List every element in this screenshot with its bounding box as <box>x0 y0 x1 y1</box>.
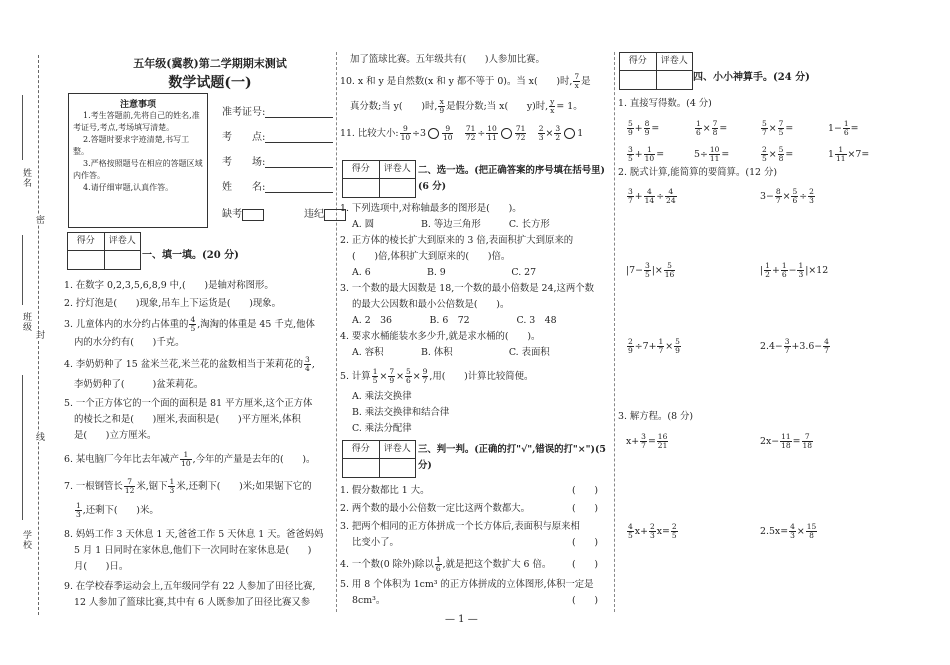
exam-room-field[interactable]: 考 场: <box>222 153 333 168</box>
expression: $\frac{3}{5}$ + $\frac{1}{10}$ = <box>628 145 665 163</box>
question: 4. 李奶奶种了 15 盆米兰花,米兰花的盆数相当于茉莉花的 $\frac{3}{4}$ , <box>64 355 315 373</box>
question: 2. 两个数的最小公倍数一定比这两个数都大。 <box>340 503 531 514</box>
expression: $\frac{1}{6}$ × $\frac{7}{8}$ = <box>696 119 728 137</box>
notice-box <box>68 93 208 228</box>
notice-item: 4.请仔细审题,认真作答。 <box>83 183 174 192</box>
options: A. 圆 B. 等边三角形 C. 长方形 <box>352 219 550 230</box>
section-2-title: 二、选一选。(把正确答案的序号填在括号里)(6 分) <box>418 165 605 192</box>
answer-paren[interactable]: ( ) <box>572 537 599 548</box>
question: 月( )日。 <box>74 561 129 572</box>
subsection-title: 2. 脱式计算,能简算的要简算。(12 分) <box>618 167 778 178</box>
question: 5 月 1 日同时在家休息,他们下一次同时在家休息是( ) <box>74 545 312 556</box>
question: 8. 妈妈工作 3 天休息 1 天,爸爸工作 5 天休息 1 天。爸爸妈妈 <box>64 529 324 540</box>
notice-item: 3.严格按照题号在相应的答题区域内作答。 <box>73 159 203 180</box>
question: 3. 一个数的最大因数是 18,一个数的最小倍数是 24,这两个数 <box>340 283 594 294</box>
expression: 1 $\frac{1}{11}$ ×7= <box>828 145 870 163</box>
question: 1. 假分数都比 1 大。 <box>340 485 430 496</box>
subsection-title: 1. 直接写得数。(4 分) <box>618 98 712 109</box>
option: A. 乘法交换律 <box>352 391 412 402</box>
exam-site-field[interactable]: 考 点: <box>222 128 333 143</box>
side-class-label: 班级 <box>21 312 31 332</box>
equation: 2.5x= $\frac{4}{3}$ × $\frac{15}{8}$ <box>760 522 817 540</box>
answer-paren[interactable]: ( ) <box>572 503 599 514</box>
question: 的最大公因数和最小公倍数是( )。 <box>352 299 510 310</box>
side-xian-label: 线 <box>34 432 44 442</box>
option: C. 乘法分配律 <box>352 423 412 434</box>
expression: $\frac{2}{5}$ × $\frac{5}{8}$ = <box>762 145 794 163</box>
question: 内的水分约有( )千克。 <box>74 337 185 348</box>
exam-title: 数学试题(一) <box>168 75 252 91</box>
question: 2. 拧灯泡是( )现象,吊车上下运货是( )现象。 <box>64 298 282 309</box>
question: 1. 在数字 0,2,3,5,6,8,9 中,( )是轴对称图形。 <box>64 280 274 291</box>
options: A. 6 B. 9 C. 27 <box>352 267 537 278</box>
equation: $\frac{4}{5}$ x+ $\frac{2}{3}$ x= $\frac{2}{5}$ <box>628 522 677 540</box>
question: 7. 一根钢管长 $\frac{7}{12}$ 米,锯下 $\frac{1}{3}$ 米,还剩下( )米;如果锯下它的 <box>64 477 312 495</box>
question: 真分数;当 y( )时, $\frac{x}{9}$ 是假分数;当 x( y)时, $\frac{y}{x}$ = 1。 <box>350 97 583 115</box>
score-box: 得分 评卷人 <box>67 232 141 270</box>
question: 12 人参加了篮球比赛,其中有 6 人既参加了田径比赛又参 <box>74 597 311 608</box>
question: 10. x 和 y 是自然数(x 和 y 都不等于 0)。当 x( )时, $\frac{7}{x}$ 是 <box>340 72 591 90</box>
question: 比变小了。 <box>352 537 399 548</box>
question: 11. 比较大小: $\frac{9}{10}$ ÷3 $\frac{9}{10}$ $\frac{71}{72}$ ÷ $\frac{10}{11}$ $\frac{71}{72}$ $\frac{2}{3}$ × $\frac{3}{2}$ 1 <box>340 124 584 142</box>
expression: $\frac{5}{9}$ + $\frac{8}{9}$ = <box>628 119 660 137</box>
question: 9. 在学校春季运动会上,五年级同学有 22 人参加了田径比赛, <box>64 581 316 592</box>
answer-paren[interactable]: ( ) <box>572 595 599 606</box>
notice-item: 2.答题时要求字迹清楚,书写工整。 <box>73 135 190 156</box>
question: 8cm³。 <box>352 595 386 606</box>
expression: $\frac{2}{9}$ ÷7+ $\frac{1}{7}$ × $\frac{5}{9}$ <box>628 337 680 355</box>
options: A. 容积 B. 体积 C. 表面积 <box>352 347 550 358</box>
expression: 2.4− $\frac{3}{7}$ +3.6− $\frac{4}{7}$ <box>760 337 829 355</box>
answer-paren[interactable]: ( ) <box>572 485 599 496</box>
expression: $\frac{3}{7}$ + $\frac{4}{14}$ ÷ $\frac{4}{24}$ <box>628 187 676 205</box>
question: $\frac{1}{3}$ ,还剩下( )米。 <box>76 501 159 519</box>
question: 4. 一个数(0 除外)除以 $\frac{1}{6}$ ,就是把这个数扩大 6 倍。 <box>340 555 552 573</box>
score-box: 得分 评卷人 <box>342 160 416 198</box>
answer-paren[interactable]: ( ) <box>572 559 599 570</box>
expression: 5÷ $\frac{10}{11}$ = <box>694 145 730 163</box>
equation: 2x− $\frac{11}{18}$ = $\frac{7}{18}$ <box>760 432 813 450</box>
question: 李奶奶种了( )盆茉莉花。 <box>74 379 204 390</box>
expression: $\frac{5}{7}$ × $\frac{7}{5}$ = <box>762 119 794 137</box>
absent-violation-row: 缺考 违纪 <box>222 205 346 221</box>
expression: 3− $\frac{8}{7}$ × $\frac{5}{6}$ ÷ $\frac{2}{3}$ <box>760 187 814 205</box>
question: 5. 一个正方体它的一个面的面积是 81 平方厘米,这个正方体 <box>64 398 313 409</box>
equation: x+ $\frac{3}{7}$ = $\frac{16}{21}$ <box>626 432 668 450</box>
options: A. 2 36 B. 6 72 C. 3 48 <box>352 315 557 326</box>
section-4-title: 四、小小神算手。(24 分) <box>693 72 810 83</box>
section-1-title: 一、填一填。(20 分) <box>142 250 239 261</box>
expression: 1− $\frac{1}{6}$ = <box>828 119 859 137</box>
expression: | $\frac{1}{2}$ + $\frac{1}{6}$ − $\frac{1}{3}$ |×12 <box>760 261 829 279</box>
question: 的棱长之和是( )厘米,表面积是( )平方厘米,体积 <box>74 414 301 425</box>
question: 5. 用 8 个体积为 1cm³ 的正方体拼成的立体图形,体积一定是 <box>340 579 594 590</box>
score-box: 得分 评卷人 <box>619 52 693 90</box>
exam-number-field[interactable]: 准考证号: <box>222 103 333 118</box>
side-mi-label: 密 <box>34 215 44 225</box>
side-feng-label: 封 <box>34 330 44 340</box>
side-name-label: 姓名 <box>21 168 31 188</box>
question: 3. 儿童体内的水分约占体重的 $\frac{4}{5}$ ,淘淘的体重是 45 千克,他体 <box>64 315 315 333</box>
question: 加了篮球比赛。五年级共有( )人参加比赛。 <box>350 54 545 65</box>
question: 3. 把两个相同的正方体拼成一个长方体后,表面积与原来相 <box>340 521 580 532</box>
page-number: — 1 — <box>445 614 478 625</box>
question: ( )倍,体积扩大到原来的( )倍。 <box>352 251 511 262</box>
section-3-title: 三、判一判。(正确的打"√",错误的打"×")(5 分) <box>418 444 606 471</box>
question: 2. 正方体的棱长扩大到原来的 3 倍,表面积扩大到原来的 <box>340 235 574 246</box>
question: 6. 某电脑厂今年比去年减产 $\frac{1}{10}$ ,今年的产量是去年的( )。 <box>64 450 316 468</box>
exam-subtitle: 五年级(冀教)第二学期期末测试 <box>133 57 287 70</box>
notice-item: 1.考生答题前,先将自己的姓名,准考证号,考点,考场填写清楚。 <box>73 111 200 132</box>
question: 5. 计算 $\frac{1}{5}$ × $\frac{7}{9}$ × $\frac{5}{6}$ × $\frac{9}{7}$ ,用( )计算比较简便。 <box>340 367 534 385</box>
side-school-label: 学校 <box>21 530 31 550</box>
notice-title: 注意事项 <box>119 100 156 110</box>
name-field[interactable]: 姓 名: <box>222 178 333 193</box>
absent-box[interactable] <box>242 209 264 221</box>
subsection-title: 3. 解方程。(8 分) <box>618 411 694 422</box>
option: B. 乘法交换律和结合律 <box>352 407 450 418</box>
score-box: 得分 评卷人 <box>342 440 416 478</box>
question: 1. 下列选项中,对称轴最多的图形是( )。 <box>340 203 522 214</box>
expression: |7− $\frac{3}{5}$ |× $\frac{5}{16}$ <box>626 261 675 279</box>
question: 4. 要求水桶能装水多少升,就是求水桶的( )。 <box>340 331 541 342</box>
question: 是( )立方厘米。 <box>74 430 157 441</box>
